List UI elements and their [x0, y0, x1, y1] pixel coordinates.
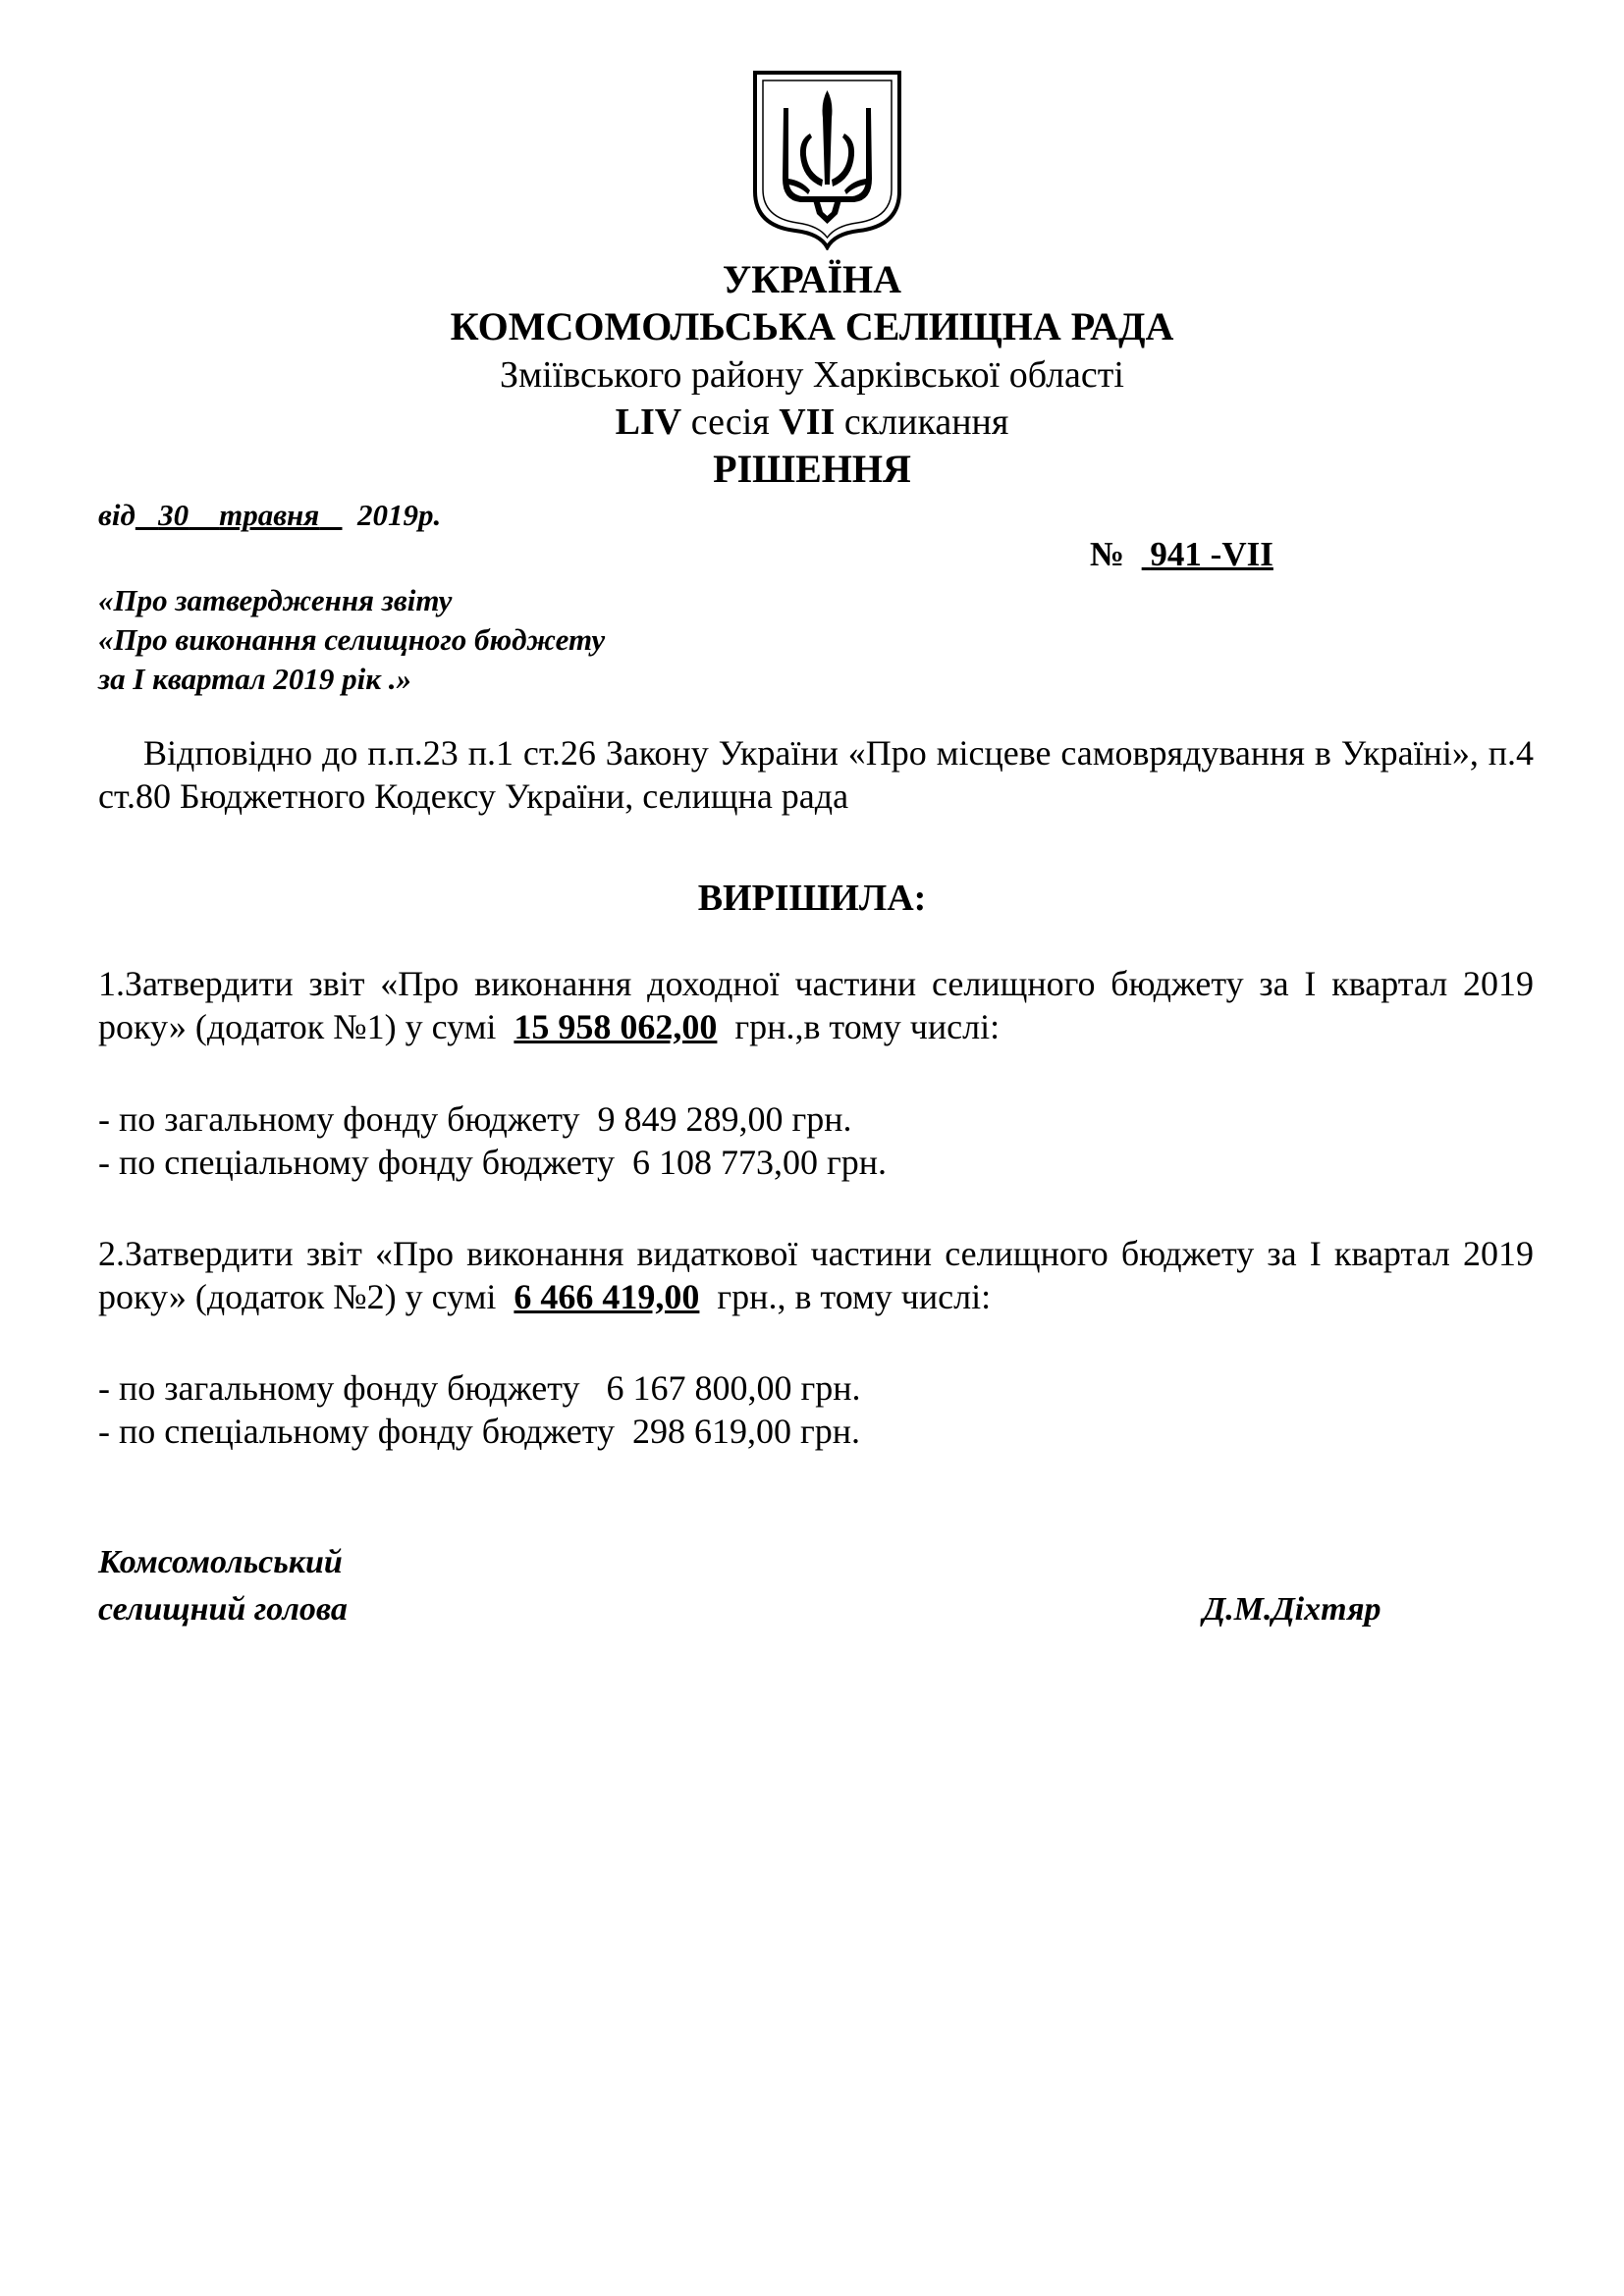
date-prefix: від	[98, 498, 135, 532]
subject-line-2: «Про виконання селищного бюджету	[98, 622, 606, 657]
item-2-special-fund: - по спеціальному фонду бюджету 298 619,00 грн.	[98, 1412, 861, 1451]
item-2-breakdown	[98, 1366, 1534, 1453]
session-word: сесія	[690, 401, 770, 443]
date-day: 30	[158, 498, 189, 532]
signatory-title-line-1: Комсомольський	[98, 1544, 343, 1580]
item-1-breakdown	[98, 1097, 1534, 1184]
item-2-general-fund: - по загальному фонду бюджету 6 167 800,00 грн.	[98, 1368, 861, 1408]
decision-subject	[98, 581, 605, 699]
number-sign: №	[1090, 535, 1125, 573]
item-1-text: 1.Затвердити звіт «Про виконання доходної частини селищного бюджету за І квартал 2019 року» (додаток №1) у сумі	[98, 964, 1534, 1046]
item-1-special-fund: - по спеціальному фонду бюджету 6 108 773,00 грн.	[98, 1143, 888, 1182]
signatory-name: Д.М.Діхтяр	[1203, 1591, 1381, 1628]
decision-date	[98, 498, 441, 533]
item-2-text-after: грн., в тому числі:	[717, 1277, 992, 1316]
preamble-paragraph: Відповідно до п.п.23 п.1 ст.26 Закону України «Про місцеве самоврядування в Україні», п.4 ст.80 Бюджетного Кодексу України, селищна рада	[98, 733, 1534, 816]
subject-line-1: «Про затвердження звіту	[98, 583, 453, 617]
date-month: травня	[219, 498, 320, 532]
item-1-general-fund: - по загальному фонду бюджету 9 849 289,00 грн.	[98, 1099, 852, 1139]
convocation-number: VII	[779, 401, 836, 443]
item-2-paragraph	[98, 1232, 1534, 1318]
item-1-paragraph	[98, 962, 1534, 1048]
trident-coat-of-arms-icon	[751, 69, 903, 250]
item-2-amount: 6 466 419,00	[514, 1277, 700, 1316]
subject-line-3: за І квартал 2019 рік .»	[98, 662, 411, 696]
decision-number	[1090, 535, 1273, 574]
session-line	[0, 400, 1624, 444]
date-year: 2019р.	[357, 498, 442, 532]
item-2-text: 2.Затвердити звіт «Про виконання видаткової частини селищного бюджету за І квартал 2019 року» (додаток №2) у сумі	[98, 1234, 1534, 1316]
item-1-amount: 15 958 062,00	[514, 1007, 718, 1046]
country-heading: УКРАЇНА	[722, 257, 902, 301]
decided-heading: ВИРІШИЛА:	[697, 878, 927, 919]
item-1-text-after: грн.,в тому числі:	[734, 1007, 1001, 1046]
document-type-heading: РІШЕННЯ	[713, 447, 911, 491]
convocation-word: скликання	[843, 401, 1009, 443]
signatory-title	[98, 1539, 348, 1633]
session-number: LIV	[615, 401, 682, 443]
number-value: 941 -VII	[1150, 535, 1273, 573]
district-subheading: Зміївського району Харківської області	[500, 354, 1124, 396]
council-heading: КОМСОМОЛЬСЬКА СЕЛИЩНА РАДА	[450, 304, 1174, 348]
signatory-title-line-2: селищний голова	[98, 1591, 348, 1628]
